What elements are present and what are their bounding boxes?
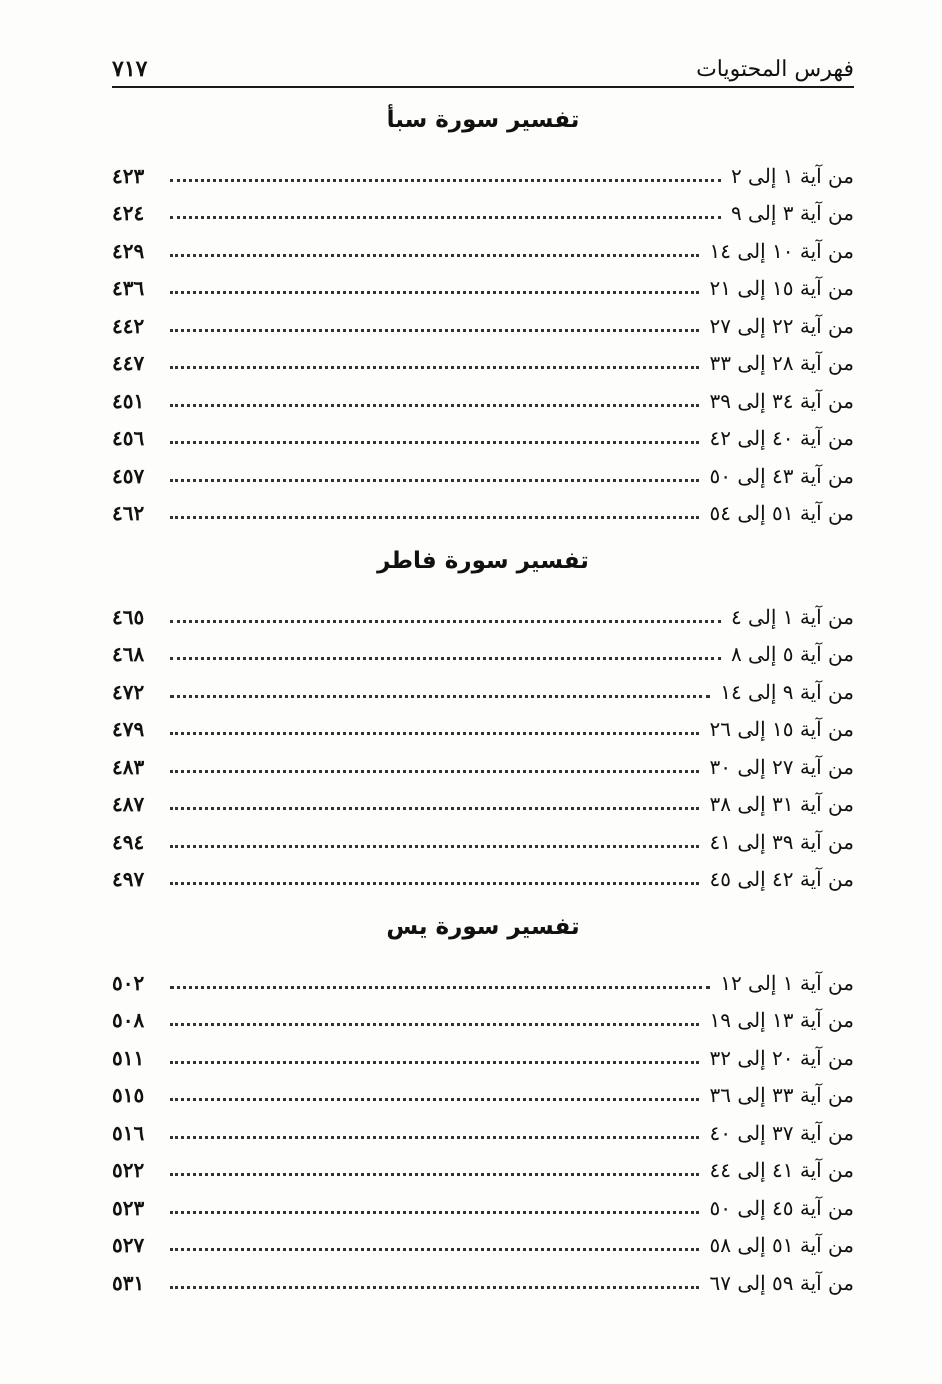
dot-leader — [170, 404, 699, 407]
toc-entry[interactable] — [112, 448, 854, 486]
table-of-contents — [112, 96, 854, 1293]
entry-page-number: ٤٥٧ — [112, 463, 145, 488]
dot-leader — [170, 441, 699, 444]
toc-entry[interactable] — [112, 1143, 854, 1181]
entry-page-number: ٤٧٢ — [112, 679, 145, 704]
entry-label: من آية ١ إلى ٢ — [730, 163, 854, 188]
dot-leader — [170, 366, 699, 369]
toc-entry[interactable] — [112, 627, 854, 665]
entry-label: من آية ١٥ إلى ٢١ — [709, 276, 854, 300]
dot-leader — [170, 845, 699, 848]
section-spacer — [112, 889, 854, 903]
entry-page-number: ٤٣٦ — [112, 276, 145, 300]
toc-entry[interactable] — [112, 223, 854, 261]
entry-label: من آية ٣١ إلى ٣٨ — [709, 792, 854, 816]
entry-label: من آية ٣٧ إلى ٤٠ — [709, 1120, 854, 1145]
entry-page-number: ٥٢٣ — [112, 1195, 145, 1220]
dot-leader — [170, 770, 699, 773]
section-title: تفسير سورة سبأ — [386, 107, 580, 133]
toc-entry[interactable] — [112, 777, 854, 815]
section-title: تفسير سورة يس — [386, 914, 580, 940]
entry-label: من آية ٢٨ إلى ٣٣ — [709, 351, 854, 375]
entry-page-number: ٤٧٩ — [112, 717, 145, 741]
toc-entry[interactable] — [112, 1105, 854, 1143]
dot-leader — [170, 479, 699, 482]
entry-label: من آية ٣٩ إلى ٤١ — [709, 829, 854, 854]
dot-leader — [170, 1211, 699, 1214]
entry-label: من آية ٥١ إلى ٥٨ — [709, 1233, 854, 1257]
entry-page-number: ٥٠٢ — [112, 970, 145, 995]
toc-entry[interactable] — [112, 852, 854, 890]
dot-leader — [170, 807, 699, 810]
toc-entry[interactable] — [112, 373, 854, 411]
toc-entry[interactable] — [112, 1255, 854, 1293]
entry-page-number: ٤٨٣ — [112, 754, 145, 779]
toc-section-saba — [112, 96, 854, 523]
dot-leader — [170, 695, 710, 698]
entry-label: من آية ١ إلى ٤ — [730, 604, 854, 629]
dot-leader — [170, 1248, 699, 1251]
entry-page-number: ٥١١ — [112, 1045, 145, 1070]
entry-page-number: ٥١٦ — [112, 1120, 145, 1145]
dot-leader — [170, 1173, 699, 1176]
entry-label: من آية ١ إلى ١٢ — [720, 970, 854, 995]
toc-list — [112, 148, 854, 523]
entry-label: من آية ٥ إلى ٨ — [730, 642, 854, 666]
toc-entry[interactable] — [112, 739, 854, 777]
entry-page-number: ٤٨٧ — [112, 792, 145, 816]
entry-label: من آية ١٠ إلى ١٤ — [709, 238, 854, 263]
entry-label: من آية ٣ إلى ٩ — [730, 201, 854, 225]
section-spacer — [112, 523, 854, 537]
entry-page-number: ٤٥٦ — [112, 426, 145, 450]
toc-entry[interactable] — [112, 411, 854, 449]
toc-entry[interactable] — [112, 148, 854, 186]
entry-page-number: ٥٠٨ — [112, 1008, 145, 1032]
entry-label: من آية ٤٠ إلى ٤٢ — [709, 426, 854, 450]
dot-leader — [170, 1061, 699, 1064]
entry-label: من آية ٩ إلى ١٤ — [720, 679, 854, 704]
dot-leader — [170, 216, 721, 219]
entry-page-number: ٥٣١ — [112, 1270, 145, 1295]
entry-label: من آية ٢٢ إلى ٢٧ — [709, 313, 854, 338]
toc-entry[interactable] — [112, 993, 854, 1031]
running-title: فهرس المحتويات — [696, 57, 854, 82]
dot-leader — [170, 986, 710, 989]
entry-label: من آية ٤٥ إلى ٥٠ — [709, 1195, 854, 1220]
dot-leader — [170, 1286, 699, 1289]
toc-entry[interactable] — [112, 664, 854, 702]
dot-leader — [170, 1136, 699, 1139]
dot-leader — [170, 882, 699, 885]
toc-list — [112, 955, 854, 1293]
toc-entry[interactable] — [112, 814, 854, 852]
entry-label: من آية ٣٣ إلى ٣٦ — [709, 1083, 854, 1107]
entry-page-number: ٤٥١ — [112, 388, 145, 413]
toc-entry[interactable] — [112, 702, 854, 740]
toc-entry[interactable] — [112, 261, 854, 299]
entry-label: من آية ٥٩ إلى ٦٧ — [709, 1270, 854, 1295]
dot-leader — [170, 179, 721, 182]
entry-label: من آية ٤٢ إلى ٤٥ — [709, 867, 854, 891]
dot-leader — [170, 254, 699, 257]
page-number: ٧١٧ — [112, 56, 148, 82]
page-header — [112, 44, 854, 88]
dot-leader — [170, 516, 699, 519]
entry-page-number: ٤٤٢ — [112, 313, 145, 338]
dot-leader — [170, 1023, 699, 1026]
entry-label: من آية ٢٧ إلى ٣٠ — [709, 754, 854, 779]
dot-leader — [170, 291, 699, 294]
entry-page-number: ٤٦٥ — [112, 604, 145, 629]
entry-page-number: ٤٦٢ — [112, 501, 145, 525]
toc-entry[interactable] — [112, 1030, 854, 1068]
entry-page-number: ٤٩٤ — [112, 829, 145, 854]
toc-entry[interactable] — [112, 486, 854, 524]
toc-entry[interactable] — [112, 1218, 854, 1256]
dot-leader — [170, 1098, 699, 1101]
toc-entry[interactable] — [112, 955, 854, 993]
entry-page-number: ٤٤٧ — [112, 351, 145, 375]
entry-page-number: ٥٢٢ — [112, 1158, 145, 1182]
entry-label: من آية ٥١ إلى ٥٤ — [709, 501, 854, 525]
toc-entry[interactable] — [112, 186, 854, 224]
entry-page-number: ٥٢٧ — [112, 1233, 145, 1257]
entry-label: من آية ١٥ إلى ٢٦ — [709, 717, 854, 741]
dot-leader — [170, 620, 721, 623]
entry-label: من آية ٣٤ إلى ٣٩ — [709, 388, 854, 413]
entry-label: من آية ٤٣ إلى ٥٠ — [709, 463, 854, 488]
dot-leader — [170, 329, 699, 332]
entry-page-number: ٥١٥ — [112, 1083, 145, 1107]
toc-list — [112, 589, 854, 889]
entry-page-number: ٤٢٣ — [112, 163, 145, 188]
entry-label: من آية ١٣ إلى ١٩ — [709, 1008, 854, 1032]
toc-entry[interactable] — [112, 336, 854, 374]
entry-label: من آية ٢٠ إلى ٣٢ — [709, 1045, 854, 1070]
toc-entry[interactable] — [112, 1180, 854, 1218]
toc-entry[interactable] — [112, 298, 854, 336]
dot-leader — [170, 732, 699, 735]
entry-page-number: ٤٦٨ — [112, 642, 145, 666]
toc-section-yasin — [112, 903, 854, 1293]
toc-entry[interactable] — [112, 589, 854, 627]
toc-entry[interactable] — [112, 1068, 854, 1106]
toc-section-fatir — [112, 537, 854, 889]
entry-page-number: ٤٢٩ — [112, 238, 145, 263]
entry-page-number: ٤٢٤ — [112, 201, 145, 225]
entry-label: من آية ٤١ إلى ٤٤ — [709, 1158, 854, 1182]
dot-leader — [170, 657, 721, 660]
section-title: تفسير سورة فاطر — [377, 548, 589, 574]
entry-page-number: ٤٩٧ — [112, 867, 145, 891]
